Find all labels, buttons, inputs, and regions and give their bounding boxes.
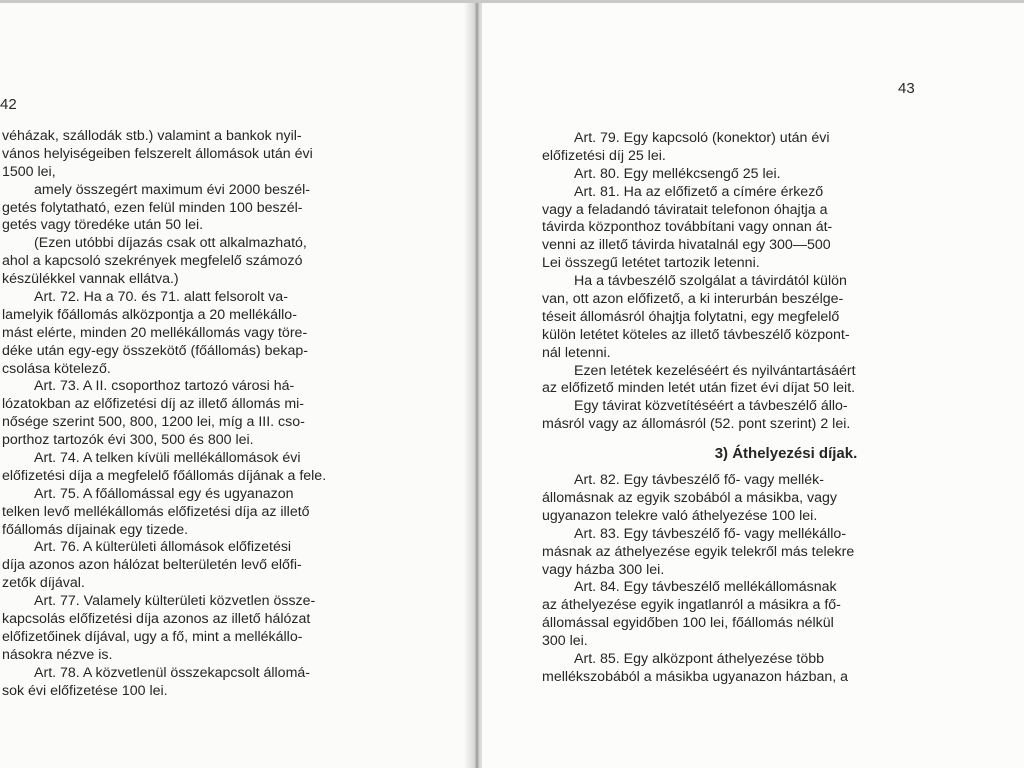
text-line: násokra nézve is. — [2, 646, 113, 663]
text-line: Art. 82. Egy távbeszélő fő- vagy mellék- — [574, 472, 824, 489]
text-line: távirda központhoz továbbítani vagy onnan át- — [542, 219, 833, 236]
text-line: Art. 76. A külterületi állomások előfizetési — [34, 539, 292, 556]
text-line: véházak, szállodák stb.) valamint a bankok nyil- — [2, 128, 302, 144]
text-line: venni az illető távirda hivatalnál egy 300—500 — [542, 237, 831, 254]
left-page — [0, 0, 474, 768]
text-line: az előfizető minden letét után fizet évi díjat 50 leit. — [542, 380, 856, 397]
text-line: Art. 85. Egy alközpont áthelyezése több — [574, 651, 825, 668]
text-line: előfizetőinek díjával, ugy a fő, mint a mellékállo- — [2, 628, 303, 645]
page-number-left: 42 — [0, 96, 17, 113]
right-text-before-heading — [542, 130, 1010, 434]
text-line: másnak az áthelyezése egyik telekről más telekre — [542, 543, 855, 560]
text-line: előfizetési díj 25 lei. — [542, 147, 666, 164]
section-heading: 3) Áthelyezési díjak. — [714, 445, 858, 463]
text-line: (Ezen utóbbi díjazás csak ott alkalmazható, — [34, 235, 307, 252]
text-line: előfizetési díja a megfelelő főállomás díjának a fele. — [2, 467, 327, 484]
text-line: déke után egy-egy összekötő (főállomás) bekap- — [2, 342, 308, 359]
text-line: getés folytatható, ezen felül minden 100 beszél- — [2, 199, 303, 216]
left-page-text — [2, 128, 460, 701]
text-line: készülékkel vannak ellátva.) — [2, 271, 179, 288]
text-line: getés vagy töredéke után 50 lei. — [2, 217, 204, 234]
text-line: külön letétet köteles az illető távbeszélő központ- — [542, 326, 850, 343]
text-line: porthoz tartozók évi 300, 500 és 800 lei. — [2, 432, 254, 449]
text-line: lamelyik főállomás alközpontja a 20 mellékállo- — [2, 306, 297, 323]
text-line: főállomás díjainak egy tizede. — [2, 521, 189, 538]
text-line: van, ott azon előfizető, a ki interurbán beszélge- — [542, 291, 844, 308]
text-line: sok évi előfizetése 100 lei. — [2, 682, 168, 699]
text-line: Art. 74. A telken kívüli mellékállomások évi — [34, 450, 301, 467]
text-line: állomásnak az egyik szobából a másikba, vagy — [542, 490, 837, 507]
text-line: Ha a távbeszélő szolgálat a távirdától külön — [574, 273, 847, 290]
text-line: Art. 83. Egy távbeszélő fő- vagy mellékállo- — [574, 525, 847, 542]
right-page-text — [542, 130, 1010, 687]
right-text-after-heading — [542, 472, 1010, 687]
text-line: az áthelyezése egyik ingatlanról a másikra a fő- — [542, 597, 841, 614]
text-line: Art. 75. A főállomással egy és ugyanazon — [34, 485, 294, 502]
text-line: ugyanazon telekre való áthelyezése 100 lei. — [542, 507, 818, 524]
text-line: lózatokban az előfizetési díj az illető állomás mi- — [2, 396, 305, 413]
text-line: Art. 72. Ha a 70. és 71. alatt felsorolt va- — [34, 289, 288, 306]
text-line: ahol a kapcsoló szekrények megfelelő számozó — [2, 253, 303, 270]
text-line: kapcsolás előfizetési díja azonos az illető hálózat — [2, 611, 311, 628]
text-line: csolása kötelező. — [2, 360, 111, 377]
text-line: 300 lei. — [542, 633, 588, 650]
text-line: másról vagy az állomásról (52. pont szerint) 2 lei. — [542, 416, 851, 433]
page-number-right: 43 — [898, 80, 915, 97]
text-line: mellékszobából a másikba ugyanazon házban, a — [542, 668, 849, 685]
text-line: mást elérte, minden 20 mellékállomás vagy töre- — [2, 324, 308, 341]
text-line: díja azonos azon hálózat belterületén levő előfi- — [2, 557, 302, 574]
text-line: Art. 81. Ha az előfizető a címére érkező — [574, 183, 824, 200]
text-line: telken levő mellékállomás előfizetési díja az illető — [2, 503, 310, 520]
text-line: Art. 77. Valamely külterületi közvetlen össze- — [34, 593, 316, 610]
text-line: vagy házba 300 lei. — [542, 561, 665, 578]
text-line: zetők díjával. — [2, 575, 85, 592]
text-line: vános helyiségeiben felszerelt állomások után évi — [2, 145, 313, 162]
text-line: Art. 84. Egy távbeszélő mellékállomásnak — [574, 579, 837, 596]
page-top-edge — [0, 0, 1024, 3]
text-line: Art. 80. Egy mellékcsengő 25 lei. — [574, 165, 781, 182]
text-line: Ezen letétek kezeléséért és nyilvántartásáért — [574, 362, 856, 379]
text-line: Egy távirat közvetítéséért a távbeszélő állo- — [574, 398, 848, 415]
text-line: 1500 lei, — [2, 163, 56, 180]
text-line: Art. 73. A II. csoporthoz tartozó városi há- — [34, 378, 295, 395]
text-line: Lei összegű letétet tartozik letenni. — [542, 255, 760, 272]
text-line: Art. 79. Egy kapcsoló (konektor) után évi — [574, 130, 830, 146]
text-line: állomással egyidőben 100 lei, főállomás nélkül — [542, 615, 834, 632]
text-line: vagy a feladandó táviratait telefonon óhajtja a — [542, 201, 828, 218]
text-line: nősége szerint 500, 800, 1200 lei, míg a III. cso- — [2, 414, 305, 431]
text-line: nál letenni. — [542, 344, 611, 361]
text-line: téseit állomásról óhajtja folytatni, egy megfelelő — [542, 308, 840, 325]
text-line: Art. 78. A közvetlenül összekapcsolt állomá- — [34, 664, 311, 681]
text-line: amely összegért maximum évi 2000 beszél- — [34, 181, 310, 198]
right-page — [482, 0, 1024, 768]
